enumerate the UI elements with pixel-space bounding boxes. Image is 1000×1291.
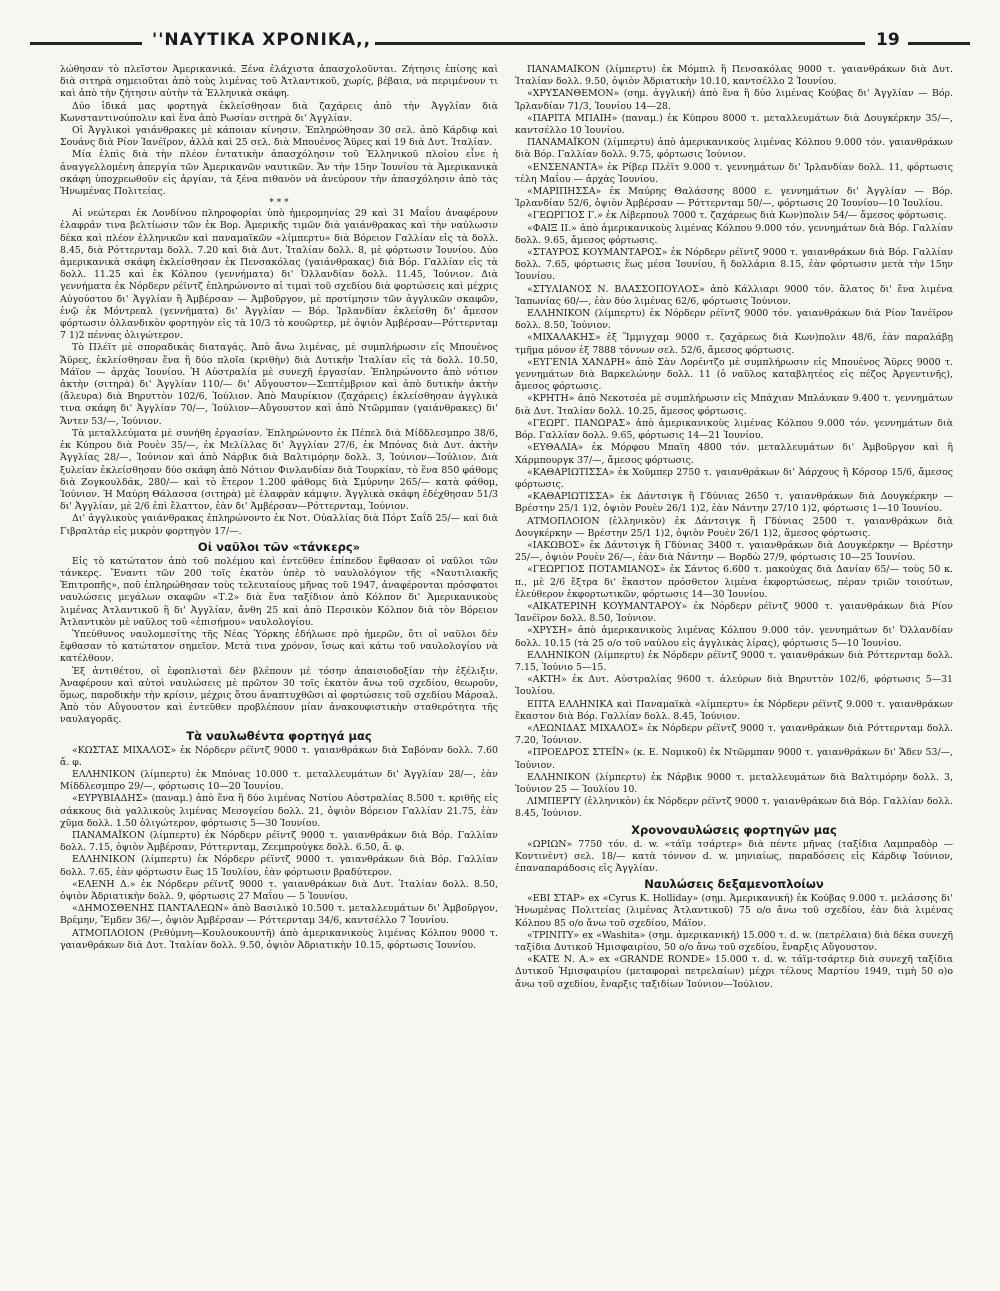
paragraph: Δύο ἰδικά μας φορτηγὰ ἐκλείσθησαν διὰ ζαχάρεις ἀπὸ τὴν Ἀγγλίαν διὰ Κωνσταντινούπολιν καὶ ἕνα ἀπὸ Ρωσίαν σιτηρὰ δι' Ἀγγλίαν. — [60, 100, 498, 124]
fixture-entry: «ΓΕΩΡΓΙΟΣ ΠΟΤΑΜΙΑΝΟΣ» ἐκ Σάντος 6.600 τ. μακούχας διὰ Δανίαν 65/— τοὺς 50 κ. π., μὲ 2/6 ἔξτρα δι' ἕκαστον πρόσθετον λιμένα ἐκφορτώσεως, πέραν τριῶν τοιούτων, ἐλεύθερον ἐκφορτωτικῶν, φόρτωσις 14—30 Ἰουνίου. — [515, 564, 953, 600]
section-heading-tankers-rates: Οἱ ναῦλοι τῶν «τάνκερς» — [197, 539, 361, 554]
paragraph: Μία ἐλπὶς διὰ τὴν πλέον ἐντατικὴν ἀπασχόλησιν τοῦ Ἑλληνικοῦ πλοίου εἶνε ἡ ἀναγγελλομένη ἀπεργία τῶν Ἀμερικανῶν ναυτικῶν. Ἄν τὴν 15ην Ἰουνίου τὰ Ἀμερικανικὰ σκάφη ὑποχρεωθοῦν εἰς ἀργίαν, τὰ ξένα πιθανὸν νὰ ἀνεύρουν τὴν ἀπασχόλησιν ἀπὸ τὰς Ἡνωμένας Πολιτείας. — [60, 149, 498, 198]
fixture-entry: «ΚΡΗΤΗ» ἀπὸ Νεκοτσέα μὲ συμπλήρωσιν εἰς Μπάχιαν Μπλάνκαν 9.400 τ. γεννημάτων διὰ Δυτ. Ἰταλίαν δολλ. 10.25, ἄμεσος φόρτωσις. — [515, 393, 953, 417]
fixture-entry: «ΚΑΤΕ Ν. Α.» ex «GRANDE RONDE» 15.000 τ. d. w. τάϊμ-τσάρτερ διὰ συνεχῆ ταξίδια Δυτικοῦ Ἡμισφαιρίου (μεταφοραὶ πετρελαίων) μέχρι τέλους Μαρτίου 1949, τιμὴ 50 ο)ο ἄνω τοῦ σχεδίου, ἔναρξις ταξιδίων Ἰούνιον—Ἰούλιον. — [515, 954, 953, 990]
fixture-entry: «ΓΕΩΡΓΙΟΣ Γ.» ἐκ Λίβερπουλ 7000 τ. ζαχάρεως διὰ Κων)πολιν 54/— ἄμεσος φόρτωσις. — [527, 210, 947, 222]
paragraph: Τὰ μεταλλεύματα μὲ συνήθη ἐργασίαν. Ἐπληρώνοντο ἐκ Πέπελ διὰ Μίδδλεσμπρο 38/6, ἐκ Κύπρου διὰ Ρουὲν 35/—, ἐκ Μελίλλας δι' Ἀγγλίαν 27/6, ἐκ Μπόνας διὰ Δυτ. ἀκτὴν Ἀγγλίας 28/—, Ἰούνιον καὶ ἀπὸ Νάρβικ διὰ Βαλτιμόρην δολλ. 3, Ἰούνιον—Ἰούλιον. Διὰ ξυλείαν ἐκλείσθησαν δύο σκάφη ἀπὸ Νότιον Φινλανδίαν διὰ Τουρκίαν, τὸ ἕνα 850 φάθομς διὰ Ζογκουλδάκ, 280/— καὶ τὸ ἕτερον 1.200 φάθομς διὰ Σμύρνην 265/— κατὰ φάθομ, Ἰούνιον. Ἡ Μαύρη Θάλασσα (σιτηρὰ) μὲ ἐλαφρὰν κάμψιν. Ἀγγλικὰ σκάφη ἐδέχθησαν 51/3 δι' Ἀγγλίαν, μὲ 2/6 ἐπὶ ἔλαττον, ἐὰν δι' Ἀμβέρσαν—Ρόττερνταμ, Ἰούνιον. — [60, 427, 498, 513]
fixture-entry: «ΜΑΡΙΠΗΣΣΑ» ἐκ Μαύρης Θαλάσσης 8000 ε. γεννημάτων δι' Ἀγγλίαν — Βόρ. Ἰρλανδίαν 52/6, ὀψιὸν Ἀμβέρσαν — Ρόττερνταμ 50/—, φόρτωσις 20 Ἰουνίου—10 Ἰουλίου. — [515, 186, 953, 210]
paragraph: Αἱ νεώτεραι ἐκ Λονδίνου πληροφορίαι ὑπὸ ἡμερομηνίας 29 καὶ 31 Μαΐου ἀναφέρουν ἐλαφράν τινα βελτίωσιν τῶν ἐκ Βορ. Ἀμερικῆς τιμῶν διὰ γαιάνθρακας καὶ τὴν ναύλωσιν δέκα καὶ πλέον ἑλληνικῶν καὶ παναμαϊκῶν «λίμπερτυ» διὰ Βόρειον Γαλλίαν εἰς τὰ δολλ. 8.45, διὰ Ρόττερνταμ δολλ. 7.20 καὶ διὰ Δυτ. Ἰταλίαν δολλ. 8, μὲ φόρτωσιν Ἰουνίου. Δύο ἀμερικανικὰ σκάφη ἐκλείσθησαν ἐκ Πενσακόλας (γαιάνθρακας) διὰ Βόρ. Γαλλίαν εἰς τὰ δολλ. 11.25 καὶ ἐκ Κόλπου (γεννήματα) δι' Ὀλλανδίαν δολλ. 11.45, Ἰούνιον. Διὰ γεννήματα ἐκ Νόρδερν ρέϊντζ ἐπληρώνοντο αἱ τιμαὶ τοῦ σχεδίου διὰ φορτώσεις καὶ μέχρις Αὐγούστου δι' Ἀγγλίαν ἢ Ἀμβέρσαν — Ἀμβοῦργον, μὲ προτίμησιν τῶν ἀγγλικῶν σκαφῶν, ἐνῷ ἐκ Μόντρεαλ (γεννήματα) δι' Ἀγγλίαν — Βόρ. Ἰρλανδίαν ἐκλείσθη δι' ἄμεσον φόρτωσιν ὀλλανδικὸν φορτηγὸν εἰς τὰ 10/3 τὸ κουῶρτερ, μὲ ὀψιὸν Ἀμβέρσαν—Ρόττερνταμ 7 1)2 πέννας ὀλιγώτερον. — [60, 208, 498, 342]
fixture-entry: «ΕΥΡΥΒΙΑΔΗΣ» (παναμ.) ἀπὸ ἕνα ἢ δύο λιμένας Νοτίου Αὐστραλίας 8.500 τ. κριθῆς εἰς σάκκους διὰ γαλλικοὺς λιμένας Μεσογείου δολλ. 21, ὀψιὸν Βόρειον Γαλλίαν 21.75, ἐὰν χῦμα δολλ. 1.50 ὀλιγώτερον, φόρτωσις 5—30 Ἰουνίου. — [60, 793, 498, 829]
section-heading-fixtures: Τὰ ναυλωθέντα φορτηγά μας — [186, 728, 372, 743]
fixture-entry: «ΚΩΣΤΑΣ ΜΙΧΑΛΟΣ» ἐκ Νόρδερν ρέϊντζ 9000 τ. γαιανθράκων διὰ Σαβόναν δολλ. 7.60 ἄ. φ. — [60, 744, 498, 768]
fixture-entry: «ΠΑΡΙΤΑ ΜΠΑΙΗ» (παναμ.) ἐκ Κύπρου 8000 τ. μεταλλευμάτων διὰ Δουγκέρκην 35/—, καντσέλλο 10 Ἰουνίου. — [515, 112, 953, 137]
paragraph: Ἐξ ἀντιθέτου, οἱ ἐφοπλισταὶ δὲν βλέπουν μὲ τόσην ἀπαισιοδοξίαν τὴν ἐξέλιξιν. Ἀναφέρουν καὶ αὐτοὶ ναυλώσεις μὲ πρῶτον 30 τοῖς ἑκατὸν ἄνω τοῦ σχεδίου, θεωροῦν, ὅμως, παροδικὴν τὴν κρίσιν, μέχρις ὅτου ἀναπτυχθῶσι αἱ φορτώσεις τοῦ σχεδίου Μάρσαλ. Ἀπὸ τὸν Αὔγουστον καὶ ἐντεῦθεν προβλέπουν μίαν ἀνακουφιστικὴν σταθερότητα τῆς ναυλαγορᾶς. — [60, 665, 498, 726]
fixture-entry: ΕΛΛΗΝΙΚΟΝ (λίμπερτυ) ἐκ Νόρδερν ρέϊντζ 9000 τόν. γαιανθράκων διὰ Ρίον Ἰανέϊρον δολλ. 8.50, Ἰούνιον. — [515, 308, 953, 332]
fixture-entry: «ΚΑΘΑΡΙΩΤΙΣΣΑ» ἐκ Χοῦμπερ 2750 τ. γαιανθράκων δι' Ἀάρχους ἢ Κόρσορ 15/6, ἄμεσος φόρτωσις. — [515, 466, 953, 490]
fixture-entry: «ΤΡΙΝΙΤΥ» ex «Washita» (σημ. ἀμερικανική) 15.000 τ. d. w. (πετρέλαια) διὰ δέκα συνεχῆ ταξίδια Δυτικοῦ Ἡμισφαιρίου, 50 ο/ο ἄνω τοῦ σχεδίου, ἔναρξις Αὔγουστον. — [515, 929, 953, 954]
fixture-entry: «ΕΛΕΝΗ Δ.» ἐκ Νόρδερν ρέϊντζ 9000 τ. γαιανθράκων διὰ Δυτ. Ἰταλίαν δολλ. 8.50, ὀψιὸν Ἀδριατικὴν δολλ. 9, φόρτωσις 27 Μαΐου — 5 Ἰουνίου. — [60, 878, 498, 902]
fixture-entry: «ΣΤΑΥΡΟΣ ΚΟΥΜΑΝΤΑΡΟΣ» ἐκ Νόρδερν ρέϊντζ 9000 τ. γαιανθράκων διὰ Βόρ. Γαλλίαν δολλ. 7.65, φόρτωσις ἕως μέσα Ἰουνίου, ἢ δολλάρια 8.15, ἐὰν φόρτωσιν μετὰ τὴν 15ην Ἰουνίου. — [515, 247, 953, 283]
paragraph: Δι' ἀγγλικοὺς γαιάνθρακας ἐπληρώνοντο ἐκ Νοτ. Οὐαλλίας διὰ Πόρτ Σαΐδ 25/— καὶ διὰ Γιβραλτὰρ εἰς μικρὸν φορτηγὸν 17/—. — [60, 513, 498, 537]
fixture-entry: «ΕΝΣΕΝΑΝΤΑ» ἐκ Ρίβερ Πλέϊτ 9.000 τ. γεννημάτων δι' Ἰρλανδίαν δολλ. 11, φόρτωσις τέλη Μαΐου — ἀρχὰς Ἰουνίου. — [515, 161, 953, 185]
fixture-entry: ΕΠΤΑ ΕΛΛΗΝΙΚΑ καὶ Παναμαϊκὰ «λίμπερτυ» ἐκ Νόρδερν ρέϊντζ 9.000 τ. γαιανθράκων ἕκαστον διὰ Βόρ. Γαλλίαν δολλ. 8.45, Ἰούνιον. — [515, 698, 953, 722]
section-heading-time-charters: Χρονοναυλώσεις φορτηγῶν μας — [631, 822, 837, 837]
paragraph: Τὸ Πλέϊτ μὲ σποραδικὰς διαταγάς. Ἀπὸ ἄνω λιμένας, μὲ συμπλήρωσιν εἰς Μπουένος Ἄϋρες, ἐκλείσθησαν ἕνα ἢ δύο πλοῖα (κριθὴν) διὰ Δυτικὴν Ἰταλίαν εἰς τὰ δολλ. 10.50, Μάϊον — ἀρχὰς Ἰουνίου. Ἡ Αὐστραλία μὲ συνεχῆ ἐργασίαν. Ἐπληρώνοντο ἀπὸ νότιον ἀκτὴν (σιτηρὰ) δι' Ἀγγλίαν 110/— δι' Αὔγουστον—Σεπτέμβριον καὶ ἀπὸ δυτικὴν ἀκτὴν (ἄλευρα) διὰ Βηρυττὸν 102/6, Ἰούλιον. Ἀπὸ Μαυρίκιον (ζαχάρεις) ἐκλείσθησαν ἀγγλικὰ τινα σκάφη δι' Ἀγγλίαν 70/—, Ἰούλιον—Αὔγουστον καὶ ἀπὸ Ντῶρμπαν (γαιάνθρακες) δι' Ἄντεν 53/—, Ἰούνιον. — [60, 342, 498, 427]
fixture-entry: «ΠΡΟΕΔΡΟΣ ΣΤΕΪΝ» (κ. Ε. Νομικοῦ) ἐκ Ντῶρμπαν 9000 τ. γαιανθράκων δι' Ἄδεν 53/—, Ἰούνιον. — [515, 747, 953, 771]
fixture-entry: ΠΑΝΑΜΑΪΚΟΝ (λίμπερτυ) ἐκ Νόρδερν ρέϊντζ 9000 τ. γαιανθράκων διὰ Βόρ. Γαλλίαν δολλ. 7.15, ὀψιὸν Ἀμβέρσαν, Ρόττερνταμ, Ζεεμπρούγκε δολλ. 6.50, ἄ. φ. — [60, 829, 498, 854]
fixture-entry: ΑΤΜΟΠΛΟΙΟΝ (Ρεθύμνη—Κουλουκουντῆ) ἀπὸ ἀμερικανικοὺς λιμένας Κόλπου 9000 τ. γαιανθράκων διὰ Δυτ. Ἰταλίαν δολλ. 9.50, ὀψιὸν Ἀδριατικὴν 10.15, φόρτωσις Ἰουνίου. — [60, 927, 498, 951]
section-heading-tanker-fixtures: Ναυλώσεις δεξαμενοπλοίων — [644, 877, 824, 892]
fixture-entry: «ΔΗΜΟΣΘΕΝΗΣ ΠΑΝΤΑΛΕΩΝ» ἀπὸ Βασιλικὸ 10.500 τ. μεταλλευμάτων δι' Ἀμβοῦργον, Βρέμην, Ἔμδεν 36/—, ὀψιὸν Ἀμβέρσαν — Ρόττερνταμ 34/6, καντσέλλο 7 Ἰουνίου. — [60, 903, 498, 927]
masthead-title: ''ΝΑΥΤΙΚΑ ΧΡΟΝΙΚΑ,, — [148, 30, 375, 50]
header-rule-right — [908, 42, 970, 45]
fixture-entry: «ΓΕΩΡΓ. ΠΑΝΩΡΑΣ» ἀπὸ ἀμερικανικοὺς λιμένας Κόλπου 9.000 τόν. γεννημάτων διὰ Βόρ. Γαλλίαν δολλ. 9.65, φόρτωσις 14—21 Ἰουνίου. — [515, 417, 953, 442]
fixture-entry: ΕΛΛΗΝΙΚΟΝ (λίμπερτυ) ἐκ Νόρδερν ρέϊντζ 9000 τ. γαιανθράκων διὰ Βόρ. Γαλλίαν δολλ. 7.65, ἐὰν φόρτωσιν ἕως 15 Ἰουλίου, ἐὰν φόρτωσιν βραδύτερον. — [60, 854, 498, 878]
page-header — [30, 30, 970, 60]
fixture-entry: ΛΙΜΠΕΡΤΥ (ἑλληνικὸν) ἐκ Νόρδερν ρέϊντζ 9000 τ. γαιανθράκων διὰ Βόρ. Γαλλίαν δολλ. 8.45, Ἰούνιον. — [515, 796, 953, 820]
fixture-entry: «ΧΡΥΣΗ» ἀπὸ ἀμερικανικοὺς λιμένας Κόλπου 9.000 τόν. γεννημάτων δι' Ὀλλανδίαν δολλ. 10.15 (τὰ 25 ο/ο τοῦ ναύλου εἰς ἀγγλικὰς λίρας), φόρτωσις 5—10 Ἰουνίου. — [515, 625, 953, 649]
paragraph: Οἱ Ἀγγλικοὶ γαιάνθρακες μὲ κάποιαν κίνησιν. Ἐπληρώθησαν 30 σελ. ἀπὸ Κάρδιφ καὶ Σουάνς διὰ Ρίον Ἰανέϊρον, ἀλλὰ καὶ 25 σελ. διὰ Μπουένος Ἄϋρες καὶ 19 διὰ Δυτ. Ἰταλίαν. — [60, 125, 498, 149]
fixture-entry: «ΕΥΘΑΛΙΑ» ἐκ Μόρφου Μπαϊη 4800 τόν. μεταλλευμάτων δι' Ἀμβοῦργον καὶ ἢ Χάρμπουργκ 37/—, ἄμεσος φόρτωσις. — [515, 442, 953, 466]
fixture-entry: «ΜΙΧΑΛΑΚΗΣ» ἐξ Ἴμμιγχαμ 9000 τ. ζαχάρεως διὰ Κων)πολιν 48/6, ἐὰν παραλάβῃ τμῆμα μόνον ἐξ 7888 τόννων σελ. 52/6, ἄμεσος φόρτωσις. — [515, 332, 953, 356]
page-number: 19 — [872, 30, 904, 50]
paragraph: Εἰς τὸ κατώτατον ἀπὸ τοῦ πολέμου καὶ ἐντεῦθεν ἐπίπεδον ἔφθασαν οἱ ναῦλοι τῶν τάνκερς. Ἔναντι τῶν 200 τοῖς ἑκατὸν ὑπὲρ τὸ ναυλολόγιον τῆς «Ναυτιλιακῆς Ἐπιτροπῆς», ποῦ ἐπληρώθησαν τοὺς τελευταίους μῆνας τοῦ 1947, ἀναφέρονται πρόσφατοι ναυλώσεις μεγάλων σκαφῶν «Τ.2» διὰ ἕνα ταξίδιον ἀπὸ Κόλπον δι' Ἀμερικανικοὺς λιμένας Ἀτλαντικοῦ ἢ δι' Ἀγγλίαν, ἄνθη 25 καὶ ἀπὸ Περσικὸν Κόλπον διὰ τὸν Βόρειον Ἀτλαντικὸν μὲ ναῦλος τοῦ «ἐπισήμου» ναυλολογίου. — [60, 555, 498, 628]
fixture-entry: «ΚΑΘΑΡΙΩΤΙΣΣΑ» ἐκ Δάντσιγκ ἢ Γδύνιας 2650 τ. γαιανθράκων διὰ Δουγκέρκην — Βρέστην 25/1 1)2, ὀψιὸν Ρουὲν 26/1 1)2, ἐὰν Νάντην 27/10 1)2, φόρτωσις 1—10 Ἰουνίου. — [515, 491, 953, 515]
fixture-entry: «ΛΕΩΝΙΔΑΣ ΜΙΧΑΛΟΣ» ἐκ Νόρδερν ρέϊντζ 9000 τ. γαιανθράκων διὰ Ρόττερνταμ δολλ. 7.20, Ἰούνιον. — [515, 722, 953, 747]
fixture-entry: ΑΤΜΟΠΛΟΙΟΝ (ἑλληνικὸν) ἐκ Δάντσιγκ ἢ Γδύνιας 2500 τ. γαιανθράκων διὰ Δουγκέρκην — Βρέστην 25/1 1)2, ὀψιὸν Ρουὲν 26/1 1)2, ἄμεσος φόρτωσις. — [515, 515, 953, 539]
right-column — [515, 64, 953, 1260]
fixture-entry: «ΧΡΥΣΑΝΘΕΜΟΝ» (σημ. ἀγγλική) ἀπὸ ἕνα ἢ δύο λιμένας Κούβας δι' Ἀγγλίαν — Βόρ. Ἰρλανδίαν 71/3, Ἰουνίου 14—28. — [515, 88, 953, 112]
paragraph: Ὑπεύθυνος ναυλομεσίτης τῆς Νέας Ὑόρκης ἐδήλωσε πρὸ ἡμερῶν, ὅτι οἱ ναῦλοι δὲν ἔφθασαν τὸ κατώτατον σημεῖον. Μετὰ τινα χρόνον, ἴσως καὶ κάτω τοῦ ναυλολογίου νὰ κατέλθουν. — [60, 628, 498, 665]
fixture-entry: «ΣΤΥΛΙΑΝΟΣ Ν. ΒΛΑΣΣΟΠΟΥΛΟΣ» ἀπὸ Κάλλιαρι 9000 τόν. ἅλατος δι' ἕνα λιμένα Ἰαπωνίας 60/—, ἐὰν δύο λιμένας 62/6, φόρτωσις Ἰούνιον. — [515, 283, 953, 307]
fixture-entry: ΕΛΛΗΝΙΚΟΝ (λίμπερτυ) ἐκ Νάρβικ 9000 τ. μεταλλευμάτων διὰ Βαλτιμόρην δολλ. 3, Ἰούνιον 25 — Ἰουλίου 10. — [515, 771, 953, 795]
fixture-entry: «ΕΥΓΕΝΙΑ ΧΑΝΔΡΗ» ἀπὸ Σὰν Λορέντζο μὲ συμπλήρωσιν εἰς Μπουένος Ἄϋρες 9000 τ. γεννημάτων διὰ Βαρκελώνην δολλ. 11 (ὁ ναῦλος καταβλητέος εἰς πέζος Ἀργεντινῆς), ἄμεσος φόρτωσις. — [515, 356, 953, 393]
section-divider-stars: * * * — [269, 198, 289, 209]
fixture-entry: ΕΛΛΗΝΙΚΟΝ (λίμπερτυ) ἐκ Νόρδερν ρέϊντζ 9000 τ. γαιανθράκων διὰ Ρόττερνταμ δολλ. 7.15, Ἰούνιο 5—15. — [515, 649, 953, 673]
header-rule-left — [30, 42, 142, 45]
fixture-entry: ΕΛΛΗΝΙΚΟΝ (λίμπερτυ) ἐκ Μπόνας 10.000 τ. μεταλλευμάτων δι' Ἀγγλίαν 28/—, ἐὰν Μίδδλεσμπρο 29/—, φόρτωσις 10—20 Ἰουνίου. — [60, 768, 498, 793]
header-rule-middle — [360, 42, 865, 45]
left-column — [60, 64, 498, 1260]
fixture-entry: «ΑΚΤΗ» ἐκ Δυτ. Αὐστραλίας 9600 τ. ἀλεύρων διὰ Βηρυττὸν 102/6, φόρτωσις 5—31 Ἰουλίου. — [515, 674, 953, 698]
fixture-entry: «ΑΙΚΑΤΕΡΙΝΗ ΚΟΥΜΑΝΤΑΡΟΥ» ἐκ Νόρδερν ρέϊντζ 9000 τ. γαιανθράκων διὰ Ρίον Ἰανέϊρον δολλ. 8.50, Ἰούνιον. — [515, 600, 953, 625]
fixture-entry: «ΦΑΙΞ ΙΙ.» ἀπὸ ἀμερικανικοὺς λιμένας Κόλπου 9.000 τόν. γεννημάτων διὰ Βόρ. Γαλλίαν δολλ. 9.65, ἄμεσος φόρτωσις. — [515, 222, 953, 246]
fixture-entry: «ΙΑΚΩΒΟΣ» ἐκ Δάντσιγκ ἢ Γδύνιας 3400 τ. γαιανθράκων διὰ Δουγκέρκην — Βρέστην 25/—, ὀψιὸν Ρουὲν 26/—, ἐὰν διὰ Νάντην — Βορδὼ 27/9, φόρτωσις 10—25 Ἰουνίου. — [515, 539, 953, 564]
fixture-entry: «ΩΡΙΩΝ» 7750 τόν. d. w. «τάϊμ τσάρτερ» διὰ πέντε μῆνας (ταξίδια Λαμπραδὸρ — Κοντινὲντ) σελ. 18/— κατὰ τόννον d. w. μηνιαίως, παραδόσεις εἰς Κάρδιφ Ἰούνιον, ἐπαναπαράδοσις εἰς Ἀγγλίαν. — [515, 838, 953, 874]
paragraph: λώθησαν τὸ πλεῖστον Ἀμερικανικά. Ξένα ἐλάχιστα ἀπασχολοῦνται. Ζήτησις ἐπίσης καὶ διὰ σιτηρὰ σημειοῦται ἀπὸ τοὺς λιμένας τοῦ Ἀτλαντικοῦ, χωρίς, βέβαια, νὰ περιμένουν τι καὶ ἀπὸ τὴν ζήτησιν αὐτὴν τὰ Ἑλληνικὰ σκάφη. — [60, 64, 498, 100]
fixture-entry: ΠΑΝΑΜΑΪΚΟΝ (λίμπερτυ) ἀπὸ ἀμερικανικοὺς λιμένας Κόλπου 9.000 τόν. γαιανθράκων διὰ Βόρ. Γαλλίαν δολλ. 9.75, φόρτωσις Ἰούνιον. — [515, 137, 953, 161]
fixture-entry: ΠΑΝΑΜΑΪΚΟΝ (λίμπερτυ) ἐκ Μόμπιλ ἢ Πενσακόλας 9000 τ. γαιανθράκων διὰ Δυτ. Ἰταλίαν δολλ. 9.50, ὀψιὸν Ἀδριατικὴν 10.10, καντσέλλο 2 Ἰουνίου. — [515, 64, 953, 88]
fixture-entry: «ΕΒΙ ΣΤΑΡ» ex «Cyrus K. Holliday» (σημ. Ἀμερικανική) ἐκ Κούβας 9.000 τ. μελάσσης δι' Ἡνωμένας Πολιτείας (λιμένας Ἀτλαντικοῦ) 75 ο/ο ἄνω τοῦ σχεδίου, ἐὰν διὰ λιμένας Κόλπου 85 ο/ο ἄνω τοῦ σχεδίου, Μάϊον. — [515, 893, 953, 929]
